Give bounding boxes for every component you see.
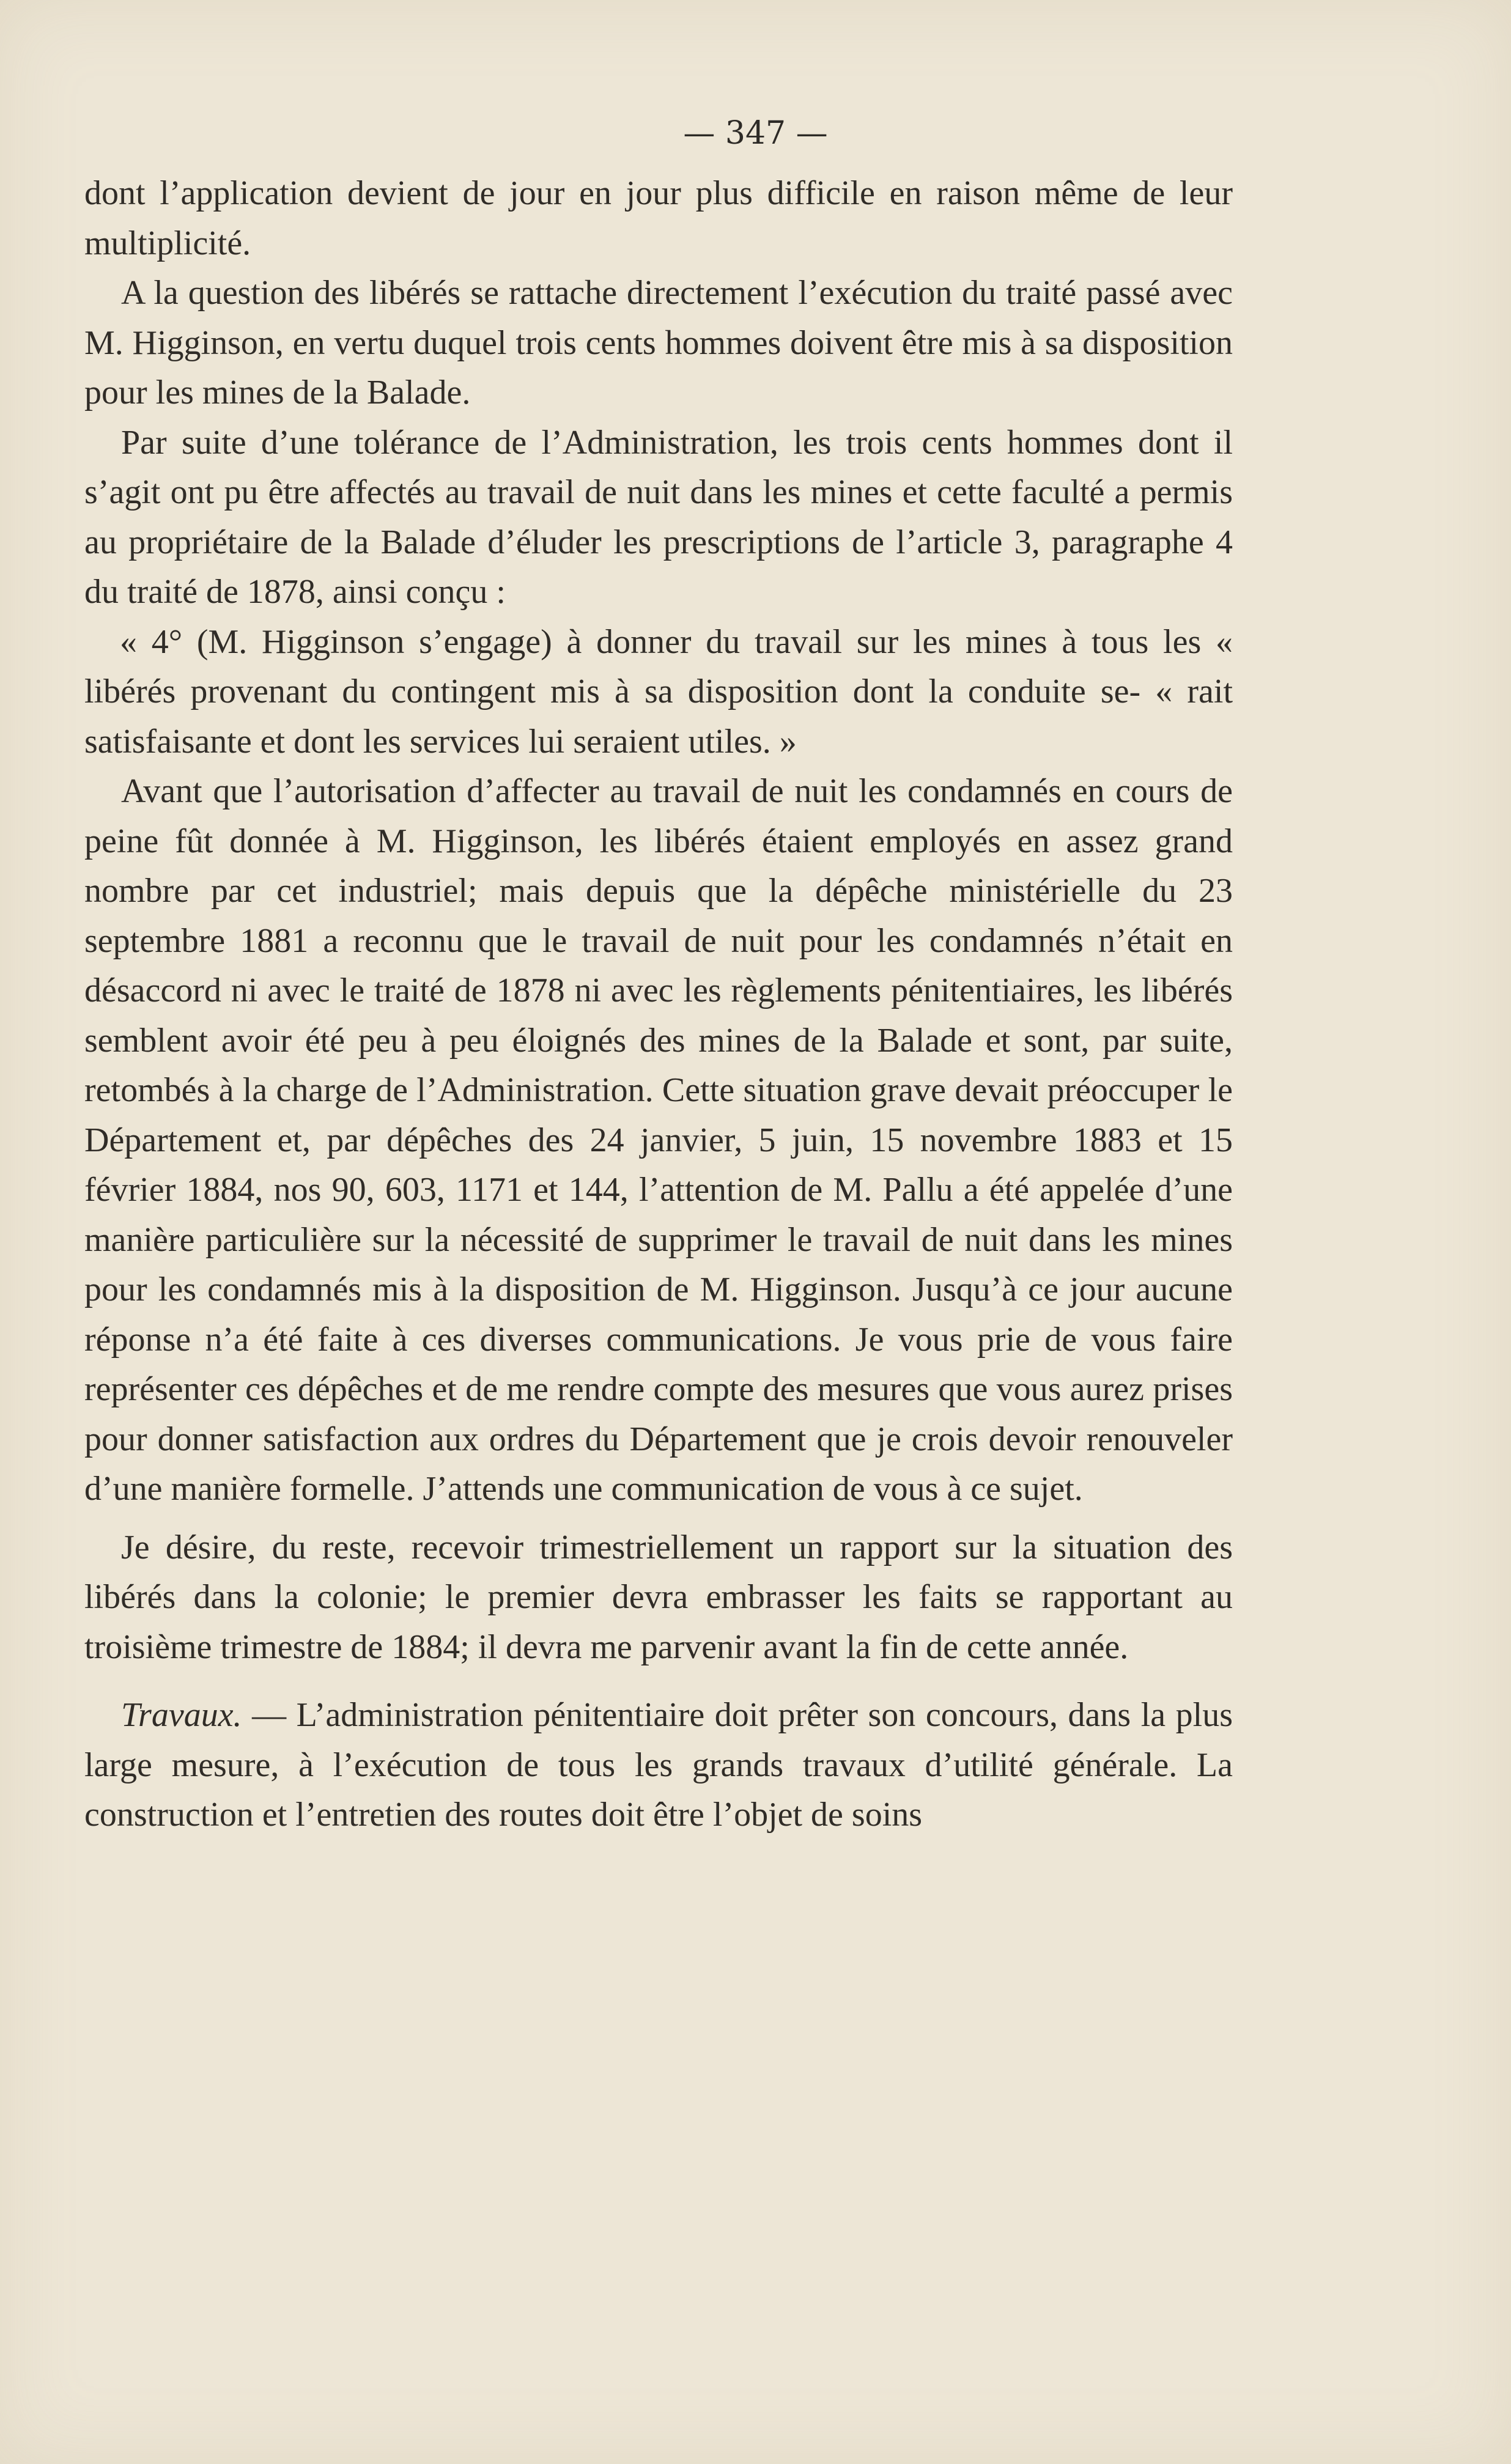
paragraph-continuation: dont l’application devient de jour en jour plus difficile en raison même de leur multiplicité. bbox=[84, 174, 1233, 262]
paragraph-rapport-trimestriel: Je désire, du reste, recevoir trimestriellement un rapport sur la situation des libérés dans la colonie; le premier devra embrasser les faits se rapportant au troisième trimestre de 1884; il devra me parvenir avant la fin de cette année. bbox=[84, 1528, 1233, 1666]
paragraph-travaux bbox=[84, 1691, 1233, 1840]
page-number: — 347 — bbox=[683, 115, 828, 152]
paragraph-tolerance: Par suite d’une tolérance de l’Administration, les trois cents hommes dont il s’agit ont pu être affectés au travail de nuit dans les mines et cette faculté a permis au propriétaire de la Balade d’éluder les prescriptions de l’article 3, paragraphe 4 du traité de 1878, ainsi conçu : bbox=[84, 423, 1233, 611]
section-text-travaux: — L’administration pénitentiaire doit prêter son concours, dans la plus large mesure, à l’exécution de tous les grands travaux d’utilité générale. La construction et l’entretien des routes doit être l’objet de soins bbox=[84, 1696, 1233, 1834]
section-label-travaux: Travaux. bbox=[121, 1696, 242, 1734]
body-text bbox=[84, 169, 1233, 1840]
paragraph-liberes-traite: A la question des libérés se rattache directement l’exécution du traité passé avec M. Higginson, en vertu duquel trois cents hommes doivent être mis à sa disposition pour les mines de la Balade. bbox=[84, 274, 1233, 411]
paragraph-quotation: « 4° (M. Higginson s’engage) à donner du travail sur les mines à tous les « libérés provenant du contingent mis à sa disposition dont la conduite se- « rait satisfaisante et dont les services lui seraient utiles. » bbox=[84, 622, 1233, 761]
paragraph-autorisation: Avant que l’autorisation d’affecter au travail de nuit les condamnés en cours de peine fût donnée à M. Higginson, les libérés étaient employés en assez grand nombre par cet industriel; mais depuis que la dépêche ministérielle du 23 septembre 1881 a reconnu que le travail de nuit pour les condamnés n’était en désaccord ni avec le traité de 1878 ni avec les règlements pénitentiaires, les libérés semblent avoir été peu à peu éloignés des mines de la Balade et sont, par suite, retombés à la charge de l’Administration. Cette situation grave devait préoccuper le Département et, par dépêches des 24 janvier, 5 juin, 15 novembre 1883 et 15 février 1884, nos 90, 603, 1171 et 144, l’attention de M. Pallu a été appelée d’une manière particulière sur la nécessité de supprimer le travail de nuit dans les mines pour les condamnés mis à la disposition de M. Higginson. Jusqu’à ce jour aucune réponse n’a été faite à ces diverses communications. Je vous prie de vous faire représenter ces dépêches et de me rendre compte des mesures que vous aurez prises pour donner satisfaction aux ordres du Département que je crois devoir renouveler d’une manière formelle. J’attends une communication de vous à ce sujet. bbox=[84, 772, 1233, 1508]
